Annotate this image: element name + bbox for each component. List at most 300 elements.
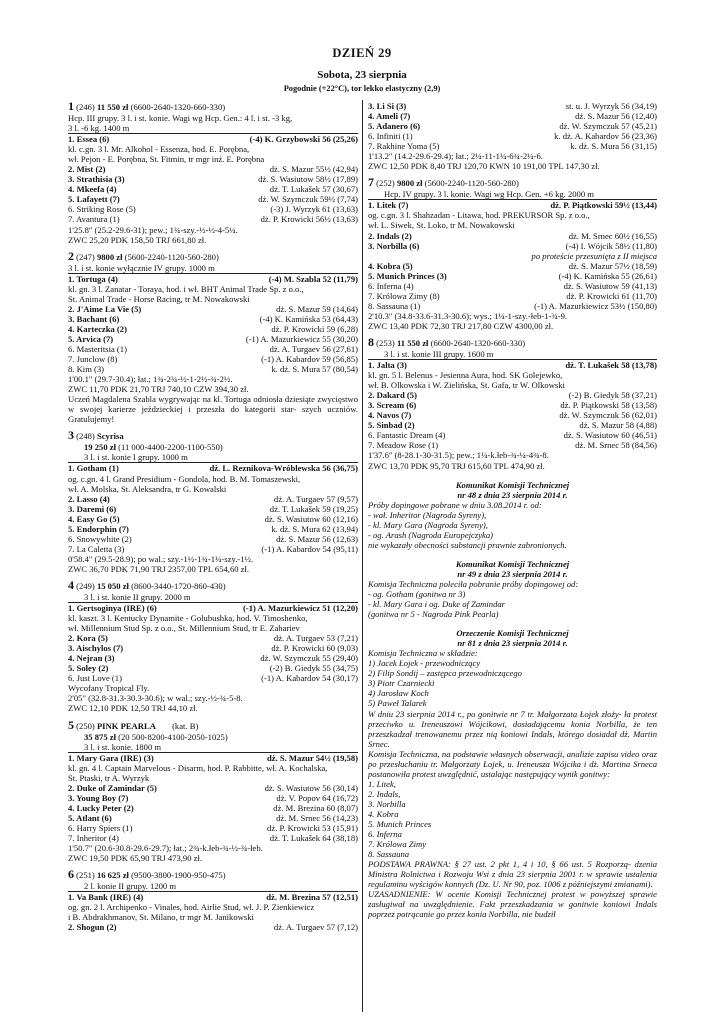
horse-entry: 6. Just Love (1)	[68, 673, 122, 684]
race-1	[68, 101, 358, 245]
race-prize: 15 050 zł	[96, 580, 129, 591]
text-line: - kl. Mary Gara (Nagroda Syreny),	[368, 519, 488, 530]
ruling-paragraph: Komisja Techniczna, na podstawie własnych obserwacji, analizie zapisu video oraz po przesłuchaniu tr. Małgorzaty Łojek, u. Ireneusza Wójcika i dż. Martina Srneca postanowiła protest uwzględnić, ustalając następujący wynik gonitwy:	[368, 748, 657, 779]
horse-entry: 2. Dakard (5)	[368, 390, 417, 401]
jockey-weight-odds: dż. P. Krowicki 59 (6,28)	[271, 323, 358, 334]
text-line: 4) Jarosław Koch	[368, 688, 429, 699]
race-time: 2'05" (32.8-31.3-30.3-30.6); w wal.; szy.-½-¾-5-8.	[68, 693, 243, 704]
result-row	[368, 370, 657, 380]
race-payouts: ZWC 11,70 PDK 21,70 TRJ 740,10 CZW 394,30 zł.	[68, 384, 249, 395]
horse-entry: 3. Daremi (6)	[68, 503, 117, 514]
jockey-weight-odds: (-4) K. Grzybowski 56 (25,26)	[249, 134, 358, 145]
result-row	[68, 803, 358, 813]
race-code: (247)	[76, 251, 95, 262]
left-column	[68, 101, 358, 932]
result-row	[368, 301, 657, 311]
horse-entry: 5. Arvica (7)	[68, 333, 114, 344]
race-time: 1'25.8" (25.2-29.6-31); pew.; 1¾-szy.-½-½-4-5¼.	[68, 224, 238, 235]
horse-entry: 7. Inheritor (4)	[68, 833, 119, 843]
race-header	[68, 248, 358, 263]
date-title: Sobota, 23 sierpnia	[317, 69, 407, 81]
result-row	[68, 524, 358, 534]
horse-entry: wł. B. Olkowska i W. Zielińska, St. Gafa, tr W. Olkowski	[368, 380, 565, 391]
horse-entry: wł. Pejon - E. Porębna, St. Fitmin, tr mgr inż. E. Porębna	[68, 154, 265, 165]
result-row	[68, 304, 358, 314]
jockey-weight-odds: (-1) A. Kabardov 54 (30,17)	[261, 673, 358, 684]
jockey-weight-odds: dż. S. Mazur 58 (4,88)	[579, 420, 657, 431]
text-line: 3) Piotr Czarniecki	[368, 678, 435, 689]
race-payouts: ZWC 36,70 PDK 71,90 TRJ 2357,00 TPL 654,60 zł.	[68, 563, 250, 574]
results-list	[368, 360, 657, 450]
horse-entry: 6. Striking Rose (5)	[68, 204, 136, 215]
result-row	[68, 603, 358, 613]
result-row	[68, 204, 358, 214]
horse-entry: 7. La Caletta (3)	[68, 543, 125, 554]
race-time: 1'37.6" (8-28.1-30-31.5); pew.; 1¼-k.łeb-¾-¼-4¾-8.	[368, 450, 549, 461]
race-conditions: Hcp. III grupy. 3 l. i st. konie. Wagi wg Hcp. Gen.: 4 l. i st. -3 kg,	[68, 113, 293, 123]
result-row	[368, 241, 657, 251]
horse-entry: 4. Nejran (3)	[68, 653, 115, 664]
result-row	[368, 420, 657, 430]
jockey-weight-odds: dż. S. Mazur 54½ (19,58)	[266, 752, 358, 763]
race-number: 3	[68, 428, 74, 443]
result-row	[368, 380, 657, 390]
ruling-number: nr 81 z dnia 23 sierpnia 2014 r.	[457, 638, 568, 649]
horse-entry: 5. Lafayett (7)	[68, 194, 120, 205]
race-conditions: 3 l. i st. konie. 1800 m	[68, 742, 358, 753]
jockey-weight-odds: dż. P. Piątkowski 59½ (13,44)	[550, 200, 657, 211]
horse-entry: 4. Mkeefa (4)	[68, 184, 117, 195]
result-row	[68, 334, 358, 344]
horse-entry: 1. Essea (6)	[68, 134, 110, 145]
horse-entry: 6. Inferna (4)	[368, 280, 414, 291]
result-row	[68, 683, 358, 693]
result-row	[68, 294, 358, 304]
race-conditions: 3 l. -6 kg. 1400 m	[68, 123, 358, 134]
result-row	[68, 653, 358, 663]
jockey-weight-odds: dż. L. Reznikova-Wróblewska 56 (36,75)	[209, 463, 358, 474]
result-row	[68, 633, 358, 643]
horse-entry: kl. c.gn. 3 l. Mr. Alkohol - Essenza, hod. E. Porębna,	[68, 144, 250, 155]
communique-number: nr 49 z dnia 23 sierpnia 2014 r.	[457, 568, 568, 579]
race-code: (246)	[76, 102, 95, 112]
race-header	[368, 334, 657, 349]
race-code: (249)	[76, 580, 95, 591]
result-row	[368, 281, 657, 291]
horse-entry: 6. Infiniti (1)	[368, 131, 413, 142]
horse-entry: wł. L. Siwek, St. Loko, tr M. Nowakowski	[368, 220, 515, 231]
result-row	[68, 274, 358, 284]
horse-entry: 5. Soley (2)	[68, 663, 109, 674]
jockey-weight-odds: (-4) M. Szabla 52 (11,79)	[268, 273, 358, 284]
horse-entry: 1. Tortuga (4)	[68, 273, 118, 284]
results-list	[68, 892, 358, 932]
race-number: 5	[68, 717, 74, 732]
results-list	[68, 274, 358, 374]
prize-split: (8600-3440-1720-860-430)	[131, 580, 226, 591]
result-row	[68, 324, 358, 334]
text-line: 1) Jacek Łojek - przewodniczący	[368, 658, 481, 669]
jockey-weight-odds: (-1) A. Mazurkiewicz 51 (12,20)	[242, 603, 358, 614]
communique-49	[368, 559, 657, 619]
race-header	[368, 177, 657, 189]
horse-entry: 2. Duke of Zamindar (5)	[68, 782, 157, 793]
text-line: 2. Indals,	[368, 788, 401, 799]
race-header	[68, 577, 358, 592]
jockey-weight-odds: dż. S. Mazur 57½ (18,59)	[568, 260, 657, 271]
horse-entry: 1. Gotham (1)	[68, 463, 119, 474]
race-time: 0'58.4" (29.5-28.9); po wal.; szy.-1½-1¾-1¼-szy.-1½.	[68, 553, 254, 564]
horse-entry: kl. gn. 5 l. Belenus - Jesienna Aura, hod. SK Golejewko,	[368, 370, 563, 381]
jockey-weight-odds: dż. A. Turgaev 57 (7,12)	[273, 922, 358, 933]
text-line: 3. Norbilla	[368, 798, 406, 809]
horse-entry: 2. Indals (2)	[368, 230, 412, 241]
commission-members	[368, 648, 657, 708]
jockey-weight-odds: (-2) B. Giedyk 55 (34,75)	[269, 663, 358, 674]
race-code: (248)	[76, 431, 95, 442]
text-line: Komisja Techniczna w składzie:	[368, 648, 478, 659]
result-row	[68, 643, 358, 653]
jockey-weight-odds: (-4) K. Kamińska 55 (26,61)	[558, 270, 657, 281]
jockey-weight-odds: st. u. J. Wyrzyk 56 (34,19)	[565, 101, 657, 111]
jockey-weight-odds: k. dż. S. Mura 57 (80,54)	[271, 364, 358, 375]
race-header	[68, 869, 358, 881]
horse-entry: 4. Easy Go (5)	[68, 513, 120, 524]
race-prize: 9800 zł	[396, 178, 423, 189]
horse-entry: 3. Li Si (3)	[368, 101, 407, 111]
race-number: 1	[68, 99, 74, 113]
horse-entry: 2. Kora (5)	[68, 633, 108, 644]
result-row	[368, 390, 657, 400]
horse-entry: 2. Mist (2)	[68, 164, 106, 175]
jockey-weight-odds: dż. T. Lukašek 58 (13,78)	[565, 360, 657, 371]
communique-text	[368, 500, 657, 550]
result-row	[68, 364, 358, 374]
horse-entry: 7. Rakhine Yoma (5)	[368, 141, 440, 152]
jockey-weight-odds: dż. P. Krowicki 60 (9,03)	[271, 643, 358, 654]
horse-entry: 3. Bachant (6)	[68, 313, 120, 324]
result-row	[68, 164, 358, 174]
communique-48	[368, 480, 657, 550]
jockey-weight-odds: dż. W. Szymczuk 55 (29,40)	[260, 653, 358, 664]
result-row	[68, 154, 358, 164]
jockey-weight-odds: dż. T. Lukašek 59 (19,25)	[269, 503, 358, 514]
jockey-weight-odds: (-1) A. Kabardov 54 (95,11)	[261, 543, 358, 554]
communique-text	[368, 579, 657, 619]
prize-split: (5600-2240-1120-560-280)	[424, 178, 519, 189]
result-row	[68, 823, 358, 833]
horse-entry: St. Animal Trade - Horse Racing, tr M. Nowakowski	[68, 293, 250, 304]
jockey-weight-odds: dż. P. Piątkowski 58 (13,58)	[560, 400, 657, 411]
jockey-weight-odds: dż. S. Mazur 59 (14,64)	[276, 303, 358, 314]
jockey-weight-odds: (-4) K. Kamińska 53 (64,43)	[259, 313, 358, 324]
race-conditions: 3 l. i st. konie II grupy. 2000 m	[68, 592, 358, 603]
text-line: - kl. Mary Gara i og. Duke of Zamindar	[368, 599, 506, 610]
horse-entry: 5. Sinbad (2)	[368, 420, 415, 431]
results-list	[68, 463, 358, 553]
horse-entry: 3. Young Boy (7)	[68, 792, 129, 803]
protest-note: po proteście przesunięta z II miejsca	[531, 250, 657, 261]
ruling-title: Orzeczenie Komisji Technicznej	[456, 628, 569, 639]
race-prize: 19 250 zł	[84, 442, 116, 453]
horse-entry: 1. Gertsoginya (IRE) (6)	[68, 603, 157, 614]
horse-entry: St. Ptaski, tr A. Wyrzyk	[68, 772, 150, 783]
result-row	[68, 813, 358, 823]
result-row	[68, 783, 358, 793]
justification: UZASADNIENIE: W ocenie Komisji Technicznej protest w powyższej sprawie zasługiwał na uwzględnienie. Fakt przeszkadzania w gonitwie koniowi Indals poprzez potrącanie go przez konia Norbilla, nie budził	[368, 889, 657, 920]
jockey-weight-odds: (-2) B. Giedyk 58 (37,21)	[568, 390, 657, 401]
result-row	[68, 484, 358, 494]
race-number: 8	[368, 334, 374, 349]
text-line: - og. Gotham (gonitwa nr 3)	[368, 589, 466, 600]
jockey-weight-odds: dż. M. Brezina 57 (12,51)	[266, 892, 358, 903]
horse-entry: 4. Kobra (5)	[368, 260, 413, 271]
communique-title: Komunikat Komisji Technicznej	[455, 558, 570, 569]
jockey-weight-odds: dż. T. Lukašek 64 (38,18)	[269, 833, 358, 843]
weather-line: Pogodnie (+22°C), tor lekko elastyczny (2,9)	[283, 84, 441, 93]
horse-entry: 7. Królowa Zimy (8)	[368, 290, 440, 301]
text-line: Próby dopingowe pobrane w dniu 3.08.2014 r. od:	[368, 499, 542, 510]
communique-number: nr 48 z dnia 23 sierpnia 2014 r.	[457, 489, 568, 500]
race-conditions: 3 l. i st. konie III grupy. 1600 m	[368, 349, 657, 360]
horse-entry: 4. Ameli (7)	[368, 111, 411, 122]
horse-entry: Wycofany Tropical Fly.	[68, 683, 150, 694]
race-prize: 11 550 zł	[396, 337, 429, 348]
race-time: 1'00.1" (29.7-30.4); łat.; 1¾-2¾-½-1-2½-¾-2½.	[68, 374, 233, 385]
horse-entry: 6. Fantastic Dream (4)	[368, 430, 446, 441]
result-row	[368, 400, 657, 410]
result-row	[68, 623, 358, 633]
result-row	[68, 793, 358, 803]
horse-entry: 1. Va Bank (IRE) (4)	[68, 892, 144, 903]
results-list	[368, 200, 657, 250]
result-row	[68, 214, 358, 224]
result-row	[68, 194, 358, 204]
race-number: 6	[68, 867, 74, 882]
result-row	[68, 534, 358, 544]
ruling-81	[368, 628, 657, 919]
result-row	[368, 440, 657, 450]
result-row	[368, 101, 657, 111]
result-row	[68, 922, 358, 932]
horse-entry: i B. Abdrakhmanov, St. Milano, tr mgr M. Janikowski	[68, 912, 254, 923]
horse-entry: 2. Lasso (4)	[68, 493, 110, 504]
jockey-weight-odds: dż. M. Brezina 60 (8,07)	[273, 802, 358, 813]
race-payouts: ZWC 25,20 PDK 158,50 TRJ 661,80 zł.	[68, 234, 207, 245]
race-6	[68, 869, 358, 932]
jockey-weight-odds: (-1) A. Mazurkiewicz 55 (30,20)	[245, 333, 358, 344]
horse-entry: 8. Sassauna (1)	[368, 300, 421, 311]
jockey-weight-odds: dż. S. Wasiutow 60 (46,51)	[563, 430, 657, 441]
jockey-weight-odds: dż. M. Srnec 56 (14,23)	[276, 812, 358, 823]
jockey-weight-odds: (-1) A. Kabardov 59 (56,85)	[261, 354, 358, 365]
race-5	[68, 717, 358, 864]
race-payouts: ZWC 13,70 PDK 95,70 TRJ 615,60 TPL 474,90 zł.	[368, 460, 545, 471]
jockey-weight-odds: dż. A. Turgaev 57 (9,57)	[273, 493, 358, 504]
race-header	[68, 717, 358, 732]
results-list	[68, 603, 358, 693]
horse-entry: wł. Millennium Stud Sp. z o.o., St. Millennium Stud, tr E. Zahariev	[68, 623, 300, 634]
jockey-weight-odds: dż. S. Wasiutow 58½ (17,89)	[258, 174, 358, 185]
result-row	[68, 494, 358, 504]
jockey-weight-odds: (-3) J. Wyrzyk 61 (13,63)	[270, 204, 358, 215]
communique-title: Komunikat Komisji Technicznej	[455, 479, 570, 490]
jockey-weight-odds: dż. T. Lukašek 57 (30,67)	[269, 184, 358, 195]
result-row	[68, 833, 358, 843]
text-line: - wał. Inheritor (Nagroda Syreny),	[368, 509, 487, 520]
horse-entry: 2. Shogun (2)	[68, 922, 117, 933]
result-row	[68, 284, 358, 294]
race-6-continued	[368, 101, 657, 171]
result-row	[368, 271, 657, 281]
result-row	[68, 314, 358, 324]
prize-split: (5600-2240-1120-560-280)	[124, 251, 219, 262]
race-number: 7	[368, 175, 374, 190]
race-8	[368, 334, 657, 471]
text-line: 8. Sassauna	[368, 849, 410, 860]
final-order-list	[368, 779, 657, 859]
prize-split: (11 000-4400-2200-1100-550)	[118, 442, 223, 453]
result-row	[68, 613, 358, 623]
result-row	[68, 354, 358, 364]
congrats-note: Uczeń Magdalena Szabla wygrywając na kl. Tortuga odniosła dziesiąte zwycięstwo w swojej karierze jeździeckiej i przeszła do kategorii star- szych uczniów. Gratulujemy!	[68, 394, 358, 425]
race-code: (250)	[76, 720, 95, 731]
jockey-weight-odds: dż. W. Szymczuk 59½ (7,74)	[258, 194, 358, 205]
jockey-weight-odds: dż. A. Turgaev 53 (7,21)	[273, 633, 358, 644]
result-row	[368, 200, 657, 210]
race-number: 4	[68, 577, 74, 592]
jockey-weight-odds: dż. S. Mazur 56 (12,40)	[575, 111, 657, 122]
horse-entry: 4. Lucky Peter (2)	[68, 802, 134, 813]
horse-entry: 1. Litek (7)	[368, 200, 409, 211]
race-number: 2	[68, 248, 74, 263]
jockey-weight-odds: dż. S. Mazur 56 (12,63)	[276, 533, 358, 544]
results-list	[68, 753, 358, 843]
text-line: 5. Munich Princes	[368, 819, 432, 830]
race-time: 1'13.2" (14.2-29.6-29.4); łat.; 2¼-11-1¼-6¾-2¼-6.	[368, 151, 543, 162]
race-time: 2'10.3" (34.8-33.6-31.3-30.6); wys.; 1¼-1-szy.-łeb-1-¾-9.	[368, 310, 568, 321]
result-row	[68, 514, 358, 524]
jockey-weight-odds: k. dż. S. Mura 62 (13,94)	[271, 523, 358, 534]
prize-split: (20 500-8200-4100-2050-1025)	[118, 731, 228, 742]
race-payouts: ZWC 19,50 PDK 65,90 TRJ 473,90 zł.	[68, 853, 203, 864]
horse-entry: 5. Munich Princes (3)	[368, 270, 447, 281]
horse-entry: 5. Adanero (6)	[368, 121, 421, 132]
day-title: DZIEŃ 29	[332, 46, 392, 60]
text-line: 2) Filip Sondij – zastępca przewodniczącego	[368, 668, 522, 679]
jockey-weight-odds: k. dż. A. Kabardov 56 (23,36)	[554, 131, 657, 142]
result-row	[68, 504, 358, 514]
jockey-weight-odds: dż. P. Krowicki 53 (15,91)	[267, 822, 358, 833]
text-line: 7. Królowa Zimy	[368, 839, 427, 850]
results-list	[68, 134, 358, 224]
race-code: (253)	[376, 337, 395, 348]
legal-basis: PODSTAWA PRAWNA: § 27 ust. 2 pkt 1, 4 i 10, § 66 ust. 5 Rozporzą- dzenia Ministra Rolnictwa i Rozwoju Wsi z dnia 23 sierpnia 2001 r. w sprawie ustalenia regulaminu wyścigów konnych (Dz. U. Nr 90, poz. 1006 z późniejszymi zmianami).	[368, 859, 657, 890]
race-prize: 16 625 zł	[96, 870, 129, 881]
horse-entry: og. gn. 2 l. Archipenko - Vinales, hod. Airlie Stud, wł. J. P. Zienkiewicz	[68, 902, 315, 913]
result-row	[368, 121, 657, 131]
jockey-weight-odds: dż. W. Szymczuk 56 (62,01)	[559, 410, 657, 421]
race-conditions: 3 l. i st. konie I grupy. 1000 m	[68, 452, 358, 463]
result-row	[68, 892, 358, 902]
race-header	[68, 430, 358, 442]
results-list	[368, 101, 657, 151]
jockey-weight-odds: dż. S. Wasiutow 60 (12,16)	[264, 513, 358, 524]
race-name: Scyrisa	[96, 431, 124, 442]
horse-entry: 1. Mary Gara (IRE) (3)	[68, 752, 154, 763]
horse-entry: 7. Junclow (8)	[68, 354, 118, 365]
prize-split: (6600-2640-1320-660-330)	[130, 102, 226, 112]
race-conditions: Hcp. IV grupy. 3 l. konie. Wagi wg Hcp. Gen. +6 kg. 2000 m	[368, 189, 657, 200]
result-row	[368, 430, 657, 440]
results-list	[368, 261, 657, 311]
result-row	[68, 753, 358, 763]
race-2	[68, 248, 358, 425]
ruling-paragraph: W dniu 23 sierpnia 2014 r., po gonitwie nr 7 tr. Małgorzata Łojek złoży- ła protest przeciwko u. Ireneuszowi Wójcikowi, dosiadającemu konia Norbilla, że ten przeszkadzał trenowanemu przez nią koniowi Indals, którego dosiadał dż. Martin Srnec.	[368, 708, 657, 749]
race-payouts: ZWC 12,50 PDK 8,40 TRJ 120,70 KWN 10 191,00 TPL 147,30 zł.	[368, 161, 600, 172]
race-conditions: 2 l. konie II grupy. 1200 m	[68, 881, 358, 892]
race-name: PINK PEARLA	[96, 720, 156, 731]
result-row	[68, 474, 358, 484]
result-row	[68, 763, 358, 773]
race-prize: 11 550 zł	[96, 102, 129, 112]
result-row	[68, 544, 358, 554]
result-row	[68, 673, 358, 683]
race-code: (252)	[376, 178, 395, 189]
result-row	[368, 261, 657, 271]
result-row	[68, 184, 358, 194]
race-3	[68, 430, 358, 574]
race-4	[68, 577, 358, 714]
jockey-weight-odds: dż. V. Popov 64 (16,72)	[276, 792, 358, 803]
result-row	[368, 111, 657, 121]
jockey-weight-odds: dż. S. Mazur 55½ (42,94)	[269, 164, 358, 175]
horse-entry: 4. Karteczka (2)	[68, 323, 127, 334]
horse-entry: og. c.gn. 3 l. Shahzadan - Litawa, hod. PREKURSOR Sp. z o.o.,	[368, 210, 590, 221]
result-row	[68, 463, 358, 473]
jockey-weight-odds: dż. P. Krowicki 61 (11,70)	[566, 290, 657, 301]
text-line: Komisja Techniczna poleciła pobranie próby dopingowej od:	[368, 578, 579, 589]
horse-entry: 3. Strathisia (3)	[68, 174, 125, 185]
horse-entry: 6. Snowywhite (2)	[68, 533, 132, 544]
jockey-weight-odds: dż. M. Srnec 60½ (16,55)	[568, 230, 657, 241]
horse-entry: kl. gn. 3 l. Zanatar - Toraya, hod. i wł. BHT Animal Trade Sp. z o.o.,	[68, 283, 304, 294]
horse-entry: 1. Jalta (3)	[368, 360, 407, 371]
result-row	[68, 912, 358, 922]
horse-entry: 5. Atlant (6)	[68, 812, 112, 823]
horse-entry: 3. Aischylos (7)	[68, 643, 124, 654]
jockey-weight-odds: dż. A. Turgaev 56 (27,61)	[269, 343, 358, 354]
jockey-weight-odds: dż. W. Szymczuk 57 (45,21)	[559, 121, 657, 132]
prize-split: (6600-2640-1320-660-330)	[430, 337, 526, 348]
race-payouts: ZWC 13,40 PDK 72,30 TRJ 217,80 CZW 4300,00 zł.	[368, 320, 554, 331]
result-row	[68, 344, 358, 354]
result-row	[368, 220, 657, 230]
text-line: (gonitwa nr 5 - Nagroda Pink Pearla)	[368, 609, 499, 620]
horse-entry: 4. Navos (7)	[368, 410, 412, 421]
horse-entry: 2. J'Aime La Vie (5)	[68, 303, 142, 314]
horse-entry: 3. Scream (6)	[368, 400, 417, 411]
result-row	[368, 141, 657, 151]
race-prize: 35 875 zł	[84, 731, 116, 742]
result-row	[368, 360, 657, 370]
jockey-weight-odds: dż. S. Wasiutow 56 (30,14)	[264, 782, 358, 793]
race-header	[68, 101, 358, 113]
result-row	[68, 134, 358, 144]
horse-entry: 6. Harry Spiers (1)	[68, 822, 133, 833]
result-row	[368, 131, 657, 141]
result-row	[68, 773, 358, 783]
